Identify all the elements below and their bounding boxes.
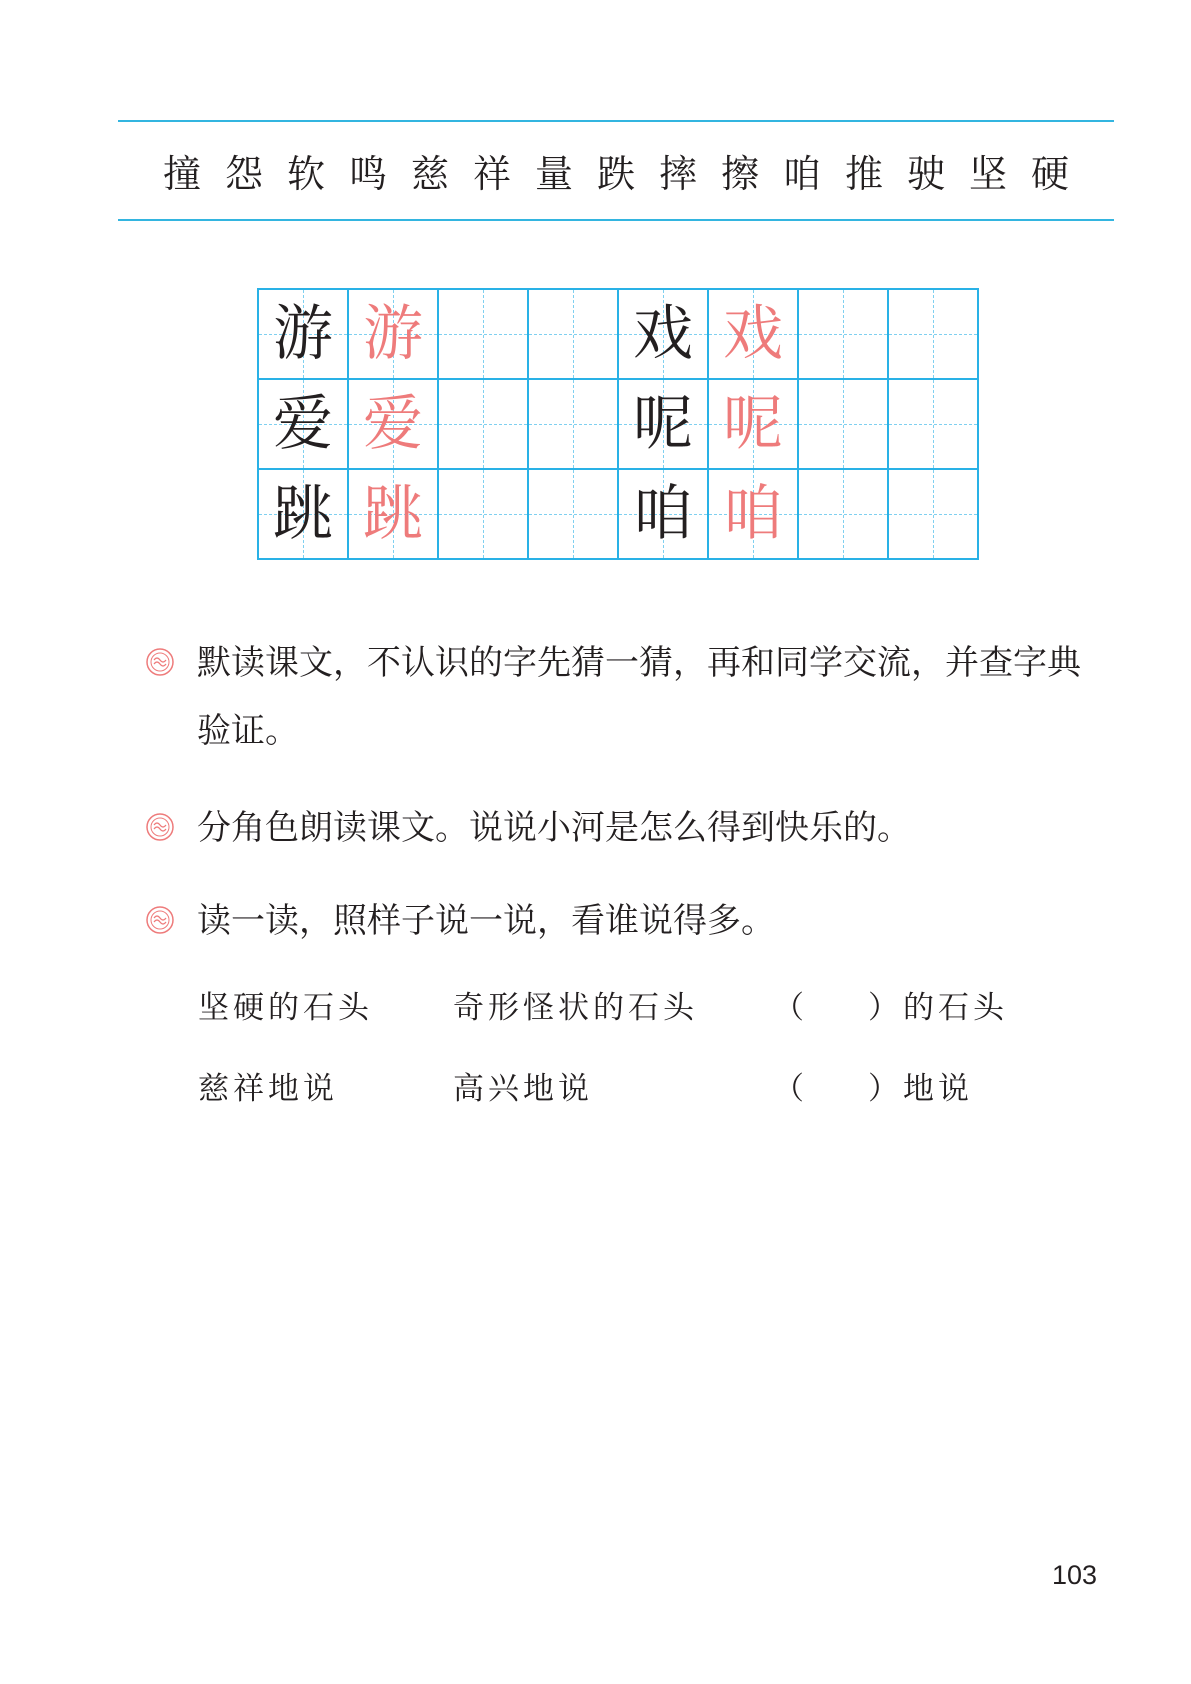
grid-cell-trace [348, 469, 438, 559]
trace-character: 爱 [363, 389, 423, 459]
task-text: 分角色朗读课文。说说小河是怎么得到快乐的。 [197, 808, 911, 848]
task-text: 默读课文，不认识的字先猜一猜，再和同学交流，并查字典验证。 [197, 643, 1081, 751]
task-item [145, 887, 1105, 955]
new-character: 坚 [968, 152, 1007, 196]
new-character: 硬 [1030, 152, 1069, 196]
trace-character: 跳 [363, 479, 423, 549]
grid-cell-blank[interactable] [528, 289, 618, 379]
grid-cell-blank[interactable] [528, 469, 618, 559]
model-character: 呢 [633, 389, 693, 459]
task-text: 读一读，照样子说一说，看谁说得多。 [197, 901, 775, 941]
example-phrase: 奇形怪状的石头 [453, 990, 698, 1026]
trace-character: 游 [363, 299, 423, 369]
grid-cell-blank[interactable] [888, 469, 978, 559]
open-bracket: （ [773, 1071, 808, 1107]
new-character: 擦 [720, 152, 759, 196]
grid-cell-blank[interactable] [798, 289, 888, 379]
new-character: 鸣 [348, 152, 387, 196]
new-character: 咱 [782, 152, 821, 196]
open-bracket: （ [773, 990, 808, 1026]
task-item [145, 629, 1105, 765]
example-phrase: 高兴地说 [453, 1071, 593, 1107]
grid-cell-blank[interactable] [528, 379, 618, 469]
grid-cell-blank[interactable] [798, 469, 888, 559]
model-character: 咱 [633, 479, 693, 549]
seal-bullet-icon [145, 647, 175, 677]
grid-cell-model [258, 469, 348, 559]
fill-blank-phrase: ）地说 [868, 1071, 973, 1107]
new-character: 推 [844, 152, 883, 196]
grid-cell-blank[interactable] [888, 289, 978, 379]
grid-cell-blank[interactable] [438, 289, 528, 379]
new-character: 软 [286, 152, 325, 196]
seal-bullet-icon [145, 812, 175, 842]
grid-row [258, 379, 978, 469]
grid-cell-trace [348, 379, 438, 469]
example-phrase: 坚硬的石头 [198, 990, 373, 1026]
grid-cell-model [618, 469, 708, 559]
new-character: 跌 [596, 152, 635, 196]
model-character: 爱 [273, 389, 333, 459]
writing-grid [257, 288, 979, 560]
grid-cell-trace [708, 289, 798, 379]
example-phrase: 慈祥地说 [198, 1071, 338, 1107]
new-character: 驶 [906, 152, 945, 196]
grid-cell-trace [708, 469, 798, 559]
trace-character: 戏 [723, 299, 783, 369]
grid-cell-trace [708, 379, 798, 469]
new-character: 量 [534, 152, 573, 196]
bottom-rule [118, 219, 1114, 221]
new-character: 撞 [162, 152, 201, 196]
grid-row [258, 469, 978, 559]
grid-cell-model [618, 289, 708, 379]
grid-cell-model [618, 379, 708, 469]
new-character: 摔 [658, 152, 697, 196]
model-character: 游 [273, 299, 333, 369]
grid-cell-blank[interactable] [798, 379, 888, 469]
grid-cell-trace [348, 289, 438, 379]
grid-cell-blank[interactable] [438, 469, 528, 559]
grid-cell-model [258, 379, 348, 469]
new-character: 祥 [472, 152, 511, 196]
grid-cell-blank[interactable] [888, 379, 978, 469]
task-item [145, 794, 1105, 862]
fill-blank-phrase: ）的石头 [868, 990, 1008, 1026]
seal-bullet-icon [145, 905, 175, 935]
new-characters-list [118, 122, 1114, 219]
model-character: 跳 [273, 479, 333, 549]
new-character: 怨 [224, 152, 263, 196]
new-character: 慈 [410, 152, 449, 196]
grid-cell-blank[interactable] [438, 379, 528, 469]
grid-cell-model [258, 289, 348, 379]
trace-character: 呢 [723, 389, 783, 459]
model-character: 戏 [633, 299, 693, 369]
grid-row [258, 289, 978, 379]
page-number: 103 [1052, 1560, 1098, 1590]
trace-character: 咱 [723, 479, 783, 549]
